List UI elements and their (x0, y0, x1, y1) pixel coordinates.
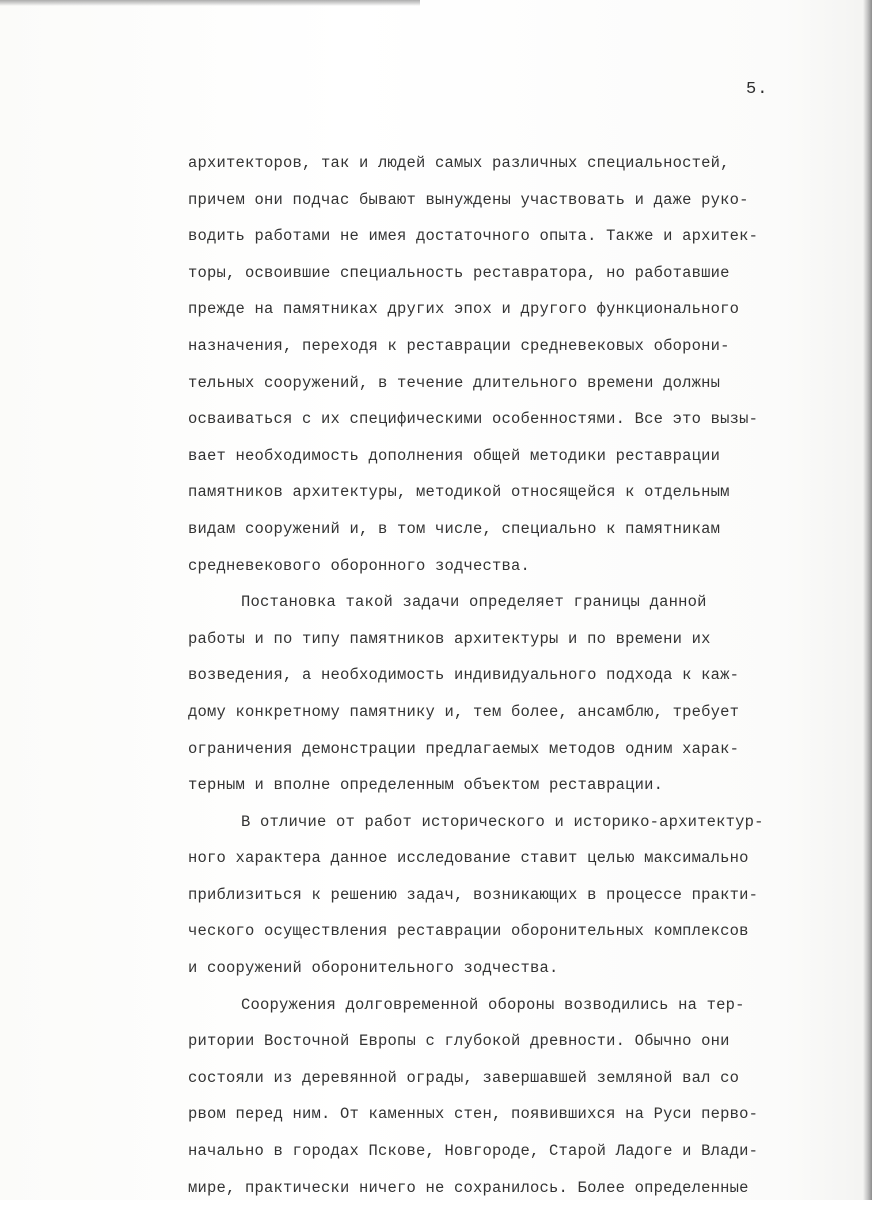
text-line: состояли из деревянной ограды, завершавшей земляной вал со (188, 1068, 740, 1087)
text-line: видам сооружений и, в том числе, специально к памятникам (188, 519, 721, 538)
text-line: ритории Восточной Европы с глубокой древности. Обычно они (188, 1032, 730, 1051)
text-line: возведения, а необходимость индивидуального подхода к каж- (188, 666, 740, 685)
paragraph-start-line: Постановка такой задачи определяет границы данной (241, 593, 707, 612)
text-line: ного характера данное исследование ставит целью максимально (188, 849, 749, 868)
text-line: ческого осуществления реставрации оборонительных комплексов (188, 922, 749, 941)
text-line: водить работами не имея достаточного опыта. Также и архитек- (188, 227, 759, 246)
scan-right-edge (863, 0, 872, 1200)
text-line: рвом перед ним. От каменных стен, появившихся на Руси перво- (188, 1105, 759, 1124)
text-line: работы и по типу памятников архитектуры и по времени их (188, 629, 711, 648)
text-line: дому конкретному памятнику и, тем более, ансамблю, требует (188, 702, 740, 721)
text-line: осваиваться с их специфическими особенностями. Все это вызы- (188, 410, 759, 429)
text-line: тельных сооружений, в течение длительного времени должны (188, 373, 721, 392)
text-line: начально в городах Пскове, Новгороде, Старой Ладоге и Влади- (188, 1142, 759, 1161)
body-text (188, 145, 828, 1206)
text-line: приблизиться к решению задач, возникающих в процессе практи- (188, 885, 759, 904)
paragraph-start-line: Сооружения долговременной обороны возводились на тер- (241, 995, 745, 1014)
scan-top-shadow (0, 0, 420, 6)
text-line: вает необходимость дополнения общей методики реставрации (188, 446, 721, 465)
text-line: торы, освоившие специальность реставратора, но работавшие (188, 263, 730, 282)
paragraph-start-line: В отличие от работ исторического и историко-архитектур- (241, 812, 764, 831)
text-line: назначения, переходя к реставрации средневековых оборони- (188, 336, 730, 355)
text-line: прежде на памятниках других эпох и другого функционального (188, 300, 740, 319)
text-line: мире, практически ничего не сохранилось. Более определенные (188, 1178, 749, 1197)
text-line: терным и вполне определенным объектом реставрации. (188, 776, 664, 795)
text-line: средневекового оборонного зодчества. (188, 556, 531, 575)
text-line: причем они подчас бывают вынуждены участвовать и даже руко- (188, 190, 749, 209)
page-number: 5. (746, 80, 769, 99)
text-line: архитекторов, так и людей самых различных специальностей, (188, 154, 730, 172)
text-line: и сооружений оборонительного зодчества. (188, 959, 559, 978)
text-line: ограничения демонстрации предлагаемых методов одним харак- (188, 739, 740, 758)
text-line: памятников архитектуры, методикой относящейся к отдельным (188, 483, 730, 502)
